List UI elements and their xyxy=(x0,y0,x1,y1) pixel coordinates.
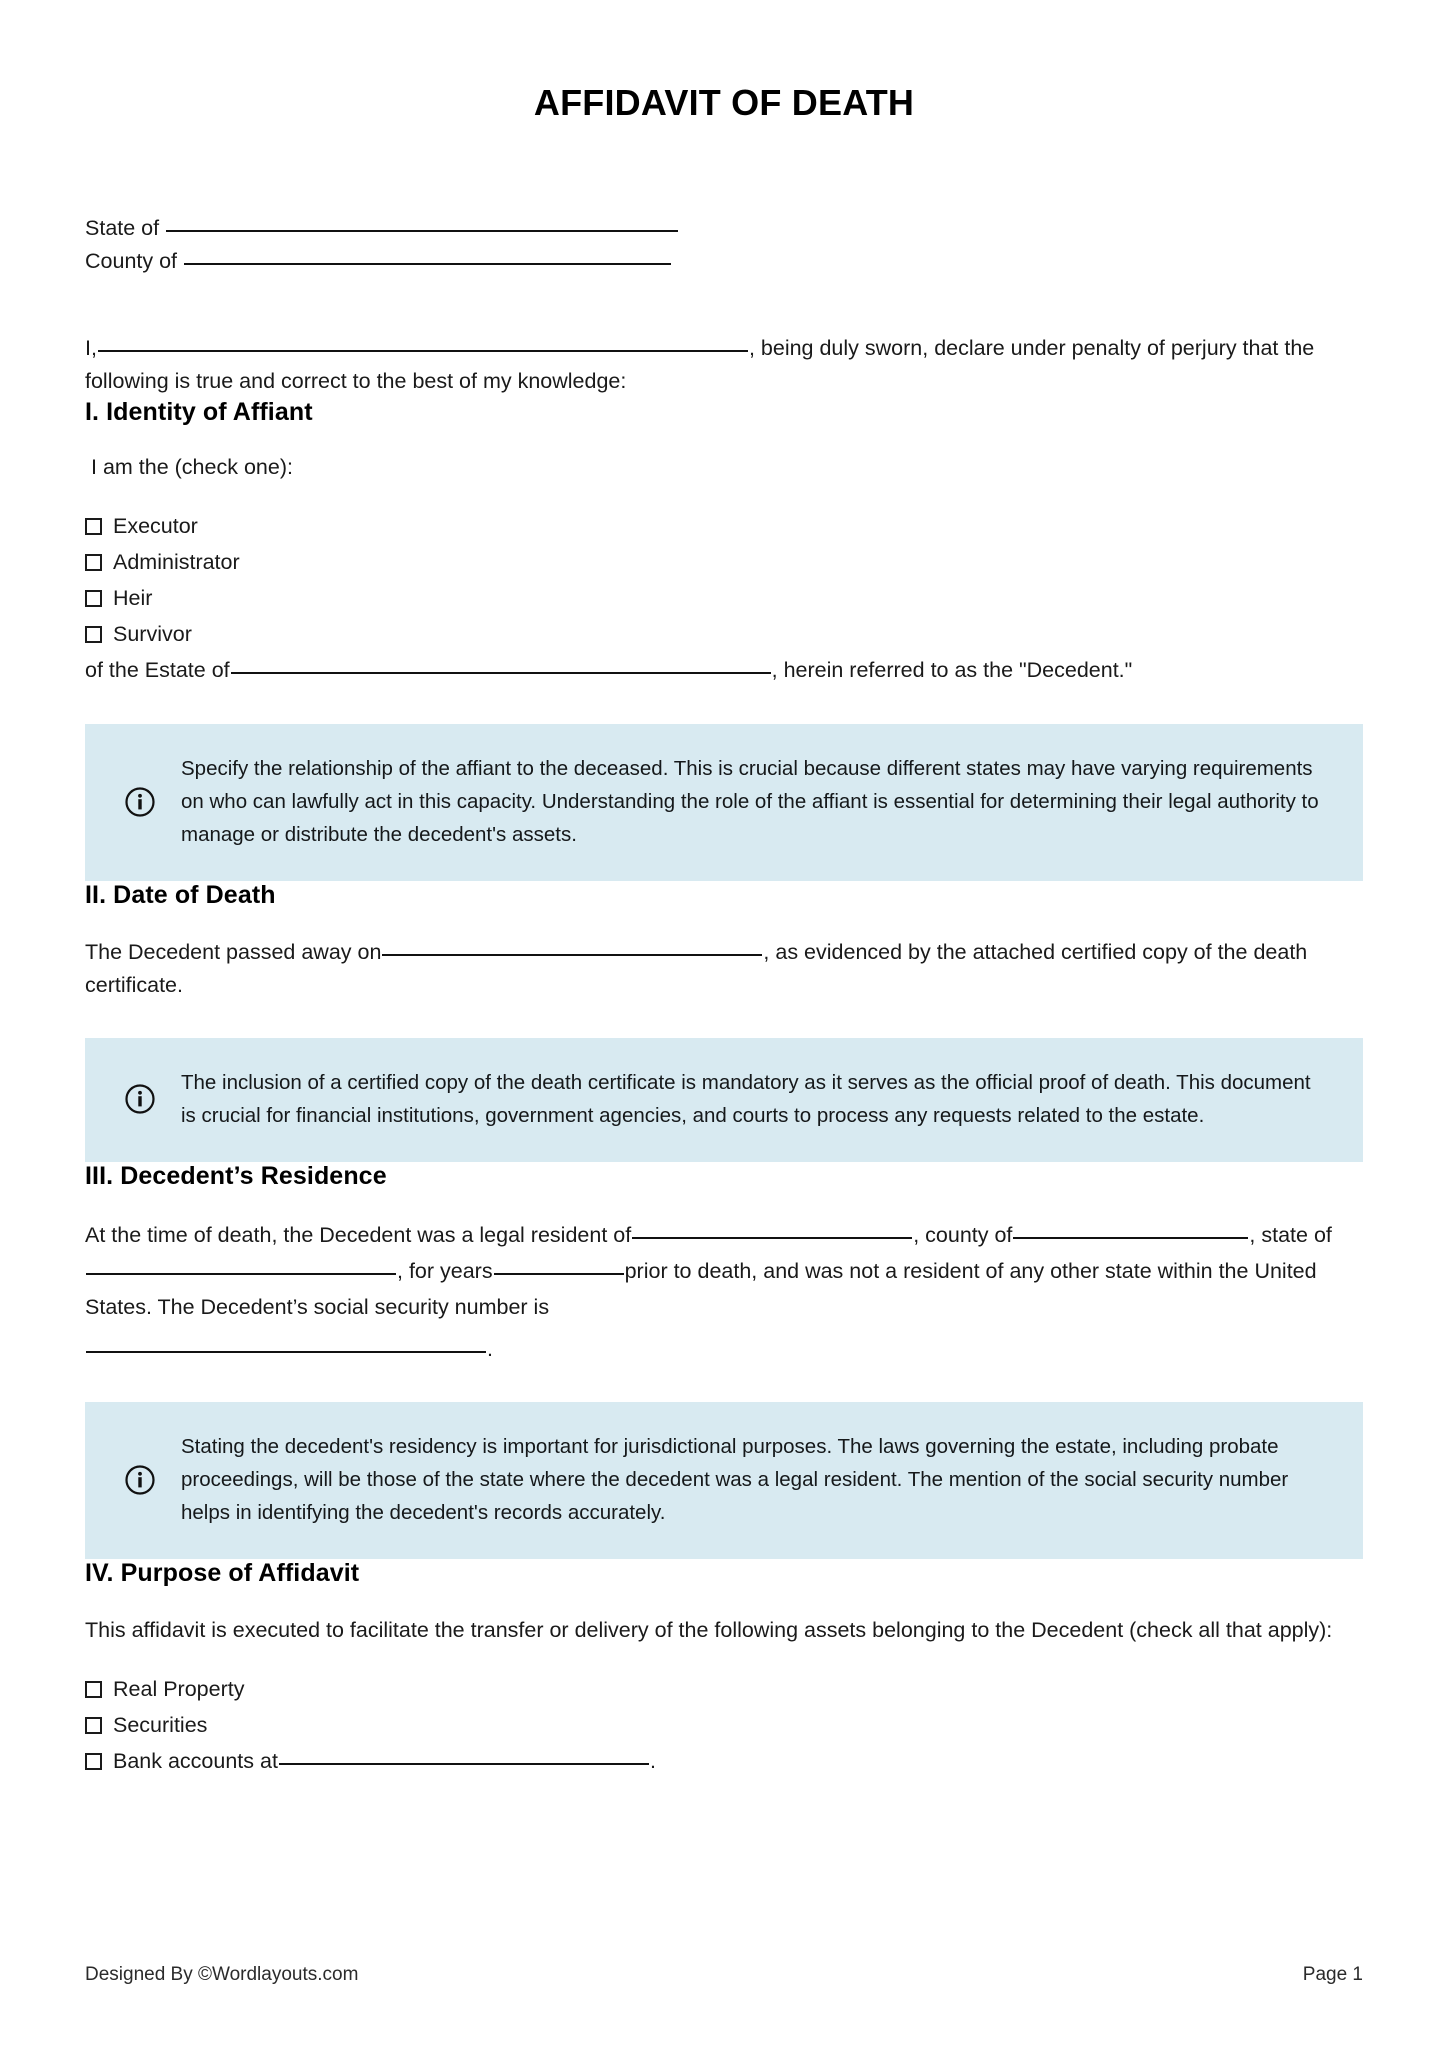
checkbox-label: Executor xyxy=(113,514,198,538)
section-heading-date-of-death: II. Date of Death xyxy=(85,881,276,909)
residence-city-blank-field[interactable] xyxy=(632,1237,912,1239)
checkbox-label: Real Property xyxy=(113,1677,245,1701)
bank-name-blank-field[interactable] xyxy=(279,1763,649,1765)
info-callout-identity xyxy=(85,724,1363,881)
checkbox-label: Administrator xyxy=(113,550,240,574)
residence-years-blank-field[interactable] xyxy=(494,1273,624,1275)
checkbox-row-securities[interactable] xyxy=(85,1707,1363,1743)
residence-paragraph xyxy=(85,1217,1363,1325)
checkbox-icon[interactable] xyxy=(85,554,102,571)
footer-page-number: Page 1 xyxy=(1302,1964,1363,1985)
checkbox-icon[interactable] xyxy=(85,1681,102,1698)
checkbox-label: Survivor xyxy=(113,622,192,646)
ssn-period: . xyxy=(487,1337,493,1361)
callout-text: Specify the relationship of the affiant to the deceased. This is crucial because different states may have varying requirements on who can lawfully act in this capacity. Understanding the role of the affiant is essential for determining their legal authority to manage or distribute the decedent's assets. xyxy=(181,757,1319,846)
date-of-death-paragraph xyxy=(85,936,1363,1002)
checkbox-row-real-property[interactable] xyxy=(85,1671,1363,1707)
affiant-name-blank-field[interactable] xyxy=(98,350,748,352)
footer-credit: Designed By ©Wordlayouts.com xyxy=(85,1964,359,1985)
checkbox-row-survivor[interactable] xyxy=(85,616,1363,652)
checkbox-row-heir[interactable] xyxy=(85,580,1363,616)
state-blank-field[interactable] xyxy=(166,230,678,232)
checkbox-icon[interactable] xyxy=(85,1753,102,1770)
section-heading-identity-of-affiant: I. Identity of Affiant xyxy=(85,398,313,426)
estate-of-line xyxy=(85,652,1363,688)
info-circle-icon xyxy=(123,1082,157,1116)
residence-part-4: , for years xyxy=(397,1259,493,1283)
estate-suffix: , herein referred to as the "Decedent." xyxy=(771,658,1133,682)
checkbox-icon[interactable] xyxy=(85,626,102,643)
county-label: County of xyxy=(85,249,178,273)
residence-part-5: prior to death, and was not a resident of any other state within the United States. The Decedent’s social security number is xyxy=(85,1259,1317,1319)
info-callout-death-certificate xyxy=(85,1038,1363,1162)
page-footer xyxy=(85,1964,1363,1986)
info-circle-icon xyxy=(123,785,157,819)
checkbox-row-bank-accounts[interactable] xyxy=(85,1743,1363,1779)
checkbox-row-executor[interactable] xyxy=(85,508,1363,544)
checkbox-icon[interactable] xyxy=(85,1717,102,1734)
estate-name-blank-field[interactable] xyxy=(231,672,771,674)
page-title: AFFIDAVIT OF DEATH xyxy=(533,82,915,123)
assets-checklist xyxy=(85,1671,1363,1779)
residence-part-2: , county of xyxy=(913,1223,1013,1247)
checkbox-icon[interactable] xyxy=(85,518,102,535)
section-heading-purpose-of-affidavit: IV. Purpose of Affidavit xyxy=(85,1559,360,1587)
checkbox-row-administrator[interactable] xyxy=(85,544,1363,580)
bank-period: . xyxy=(649,1749,656,1773)
date-of-death-prefix: The Decedent passed away on xyxy=(85,940,382,964)
ssn-line xyxy=(85,1333,1363,1366)
intro-suffix: , being duly sworn, declare under penalty of perjury that the following is true and correct to the best of my knowledge: xyxy=(85,336,1315,393)
county-blank-field[interactable] xyxy=(184,263,671,265)
state-row xyxy=(85,212,1363,245)
residence-county-blank-field[interactable] xyxy=(1013,1237,1248,1239)
purpose-lead: This affidavit is executed to facilitate the transfer or delivery of the following assets belonging to the Decedent (check all that apply): xyxy=(85,1618,1333,1642)
estate-prefix: of the Estate of xyxy=(85,658,230,682)
info-circle-icon xyxy=(123,1463,157,1497)
residence-part-1: At the time of death, the Decedent was a legal resident of xyxy=(85,1223,632,1247)
county-row xyxy=(85,245,1363,278)
affiant-role-checklist xyxy=(85,508,1363,688)
callout-text: Stating the decedent's residency is important for jurisdictional purposes. The laws governing the estate, including probate proceedings, will be those of the state where the decedent was a legal resident. The mention of the social security number helps in identifying the decedent's records accurately. xyxy=(181,1435,1289,1524)
residence-state-blank-field[interactable] xyxy=(86,1273,396,1275)
date-of-death-blank-field[interactable] xyxy=(382,954,762,956)
checkbox-label: Bank accounts at xyxy=(113,1749,278,1773)
date-of-death-suffix: , as evidenced by the attached certified copy of the death certificate. xyxy=(85,940,1308,997)
intro-prefix: I, xyxy=(85,336,97,360)
checkbox-label: Securities xyxy=(113,1713,208,1737)
state-label: State of xyxy=(85,216,160,240)
intro-paragraph xyxy=(85,332,1363,398)
ssn-blank-field[interactable] xyxy=(86,1351,486,1353)
section-heading-decedents-residence: III. Decedent’s Residence xyxy=(85,1162,387,1190)
locale-block xyxy=(85,212,1363,278)
checkbox-icon[interactable] xyxy=(85,590,102,607)
residence-part-3: , state of xyxy=(1249,1223,1332,1247)
checkbox-label: Heir xyxy=(113,586,153,610)
info-callout-residency xyxy=(85,1402,1363,1559)
affiant-check-lead: I am the (check one): xyxy=(91,455,293,479)
callout-text: The inclusion of a certified copy of the death certificate is mandatory as it serves as the official proof of death. This document is crucial for financial institutions, government agencies, and courts to process any requests related to the estate. xyxy=(181,1071,1311,1127)
